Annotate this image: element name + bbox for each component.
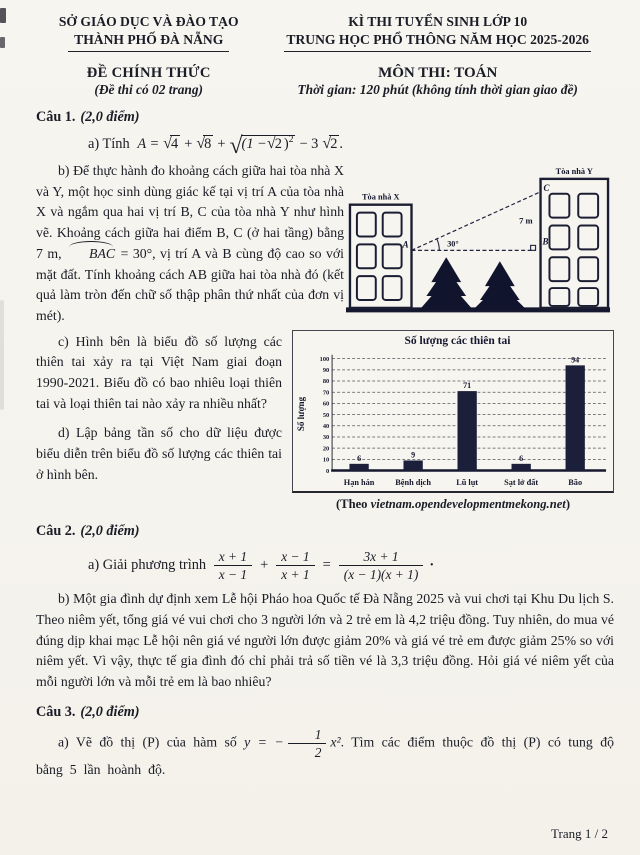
svg-text:94: 94	[571, 355, 580, 365]
svg-text:10: 10	[322, 456, 330, 464]
svg-text:60: 60	[322, 400, 330, 408]
one-half-num: 1	[288, 727, 327, 744]
pages-note: (Đề thi có 02 trang)	[94, 81, 203, 97]
svg-text:100: 100	[319, 355, 330, 363]
fraction-2-den: x + 1	[281, 567, 310, 583]
right-angle-marker	[531, 245, 536, 250]
svg-text:20: 20	[322, 444, 330, 452]
page-number: Trang 1 / 2	[551, 826, 608, 841]
fraction-2-num: x − 1	[276, 549, 314, 566]
disaster-chart-plot	[307, 349, 608, 490]
tree-icon	[473, 261, 527, 310]
svg-text:90: 90	[322, 366, 330, 374]
period: .	[339, 135, 344, 152]
radicand-3: 2	[330, 135, 338, 152]
chart-title: Số lượng các thiên tai	[404, 334, 511, 347]
cau3a-suffix: . Tìm các điểm thuộc đồ thị (P) có	[340, 734, 569, 750]
cau1b-text-2: = 30°, vị trí A và B cùng độ cao so với mặt đất. Tính khoảng cách AB giữa hai tòa nhà đó (kết quả làm tròn đến chữ số thập phân thứ nhất của đơn vị mét).	[36, 245, 344, 323]
building-x-label: Tòa nhà X	[361, 192, 400, 202]
minus-op: − 3	[299, 135, 319, 152]
caption-url: vietnam.opendevelopmentmekong.net	[370, 497, 566, 512]
svg-text:70: 70	[322, 388, 330, 396]
radicand-2: 8	[204, 135, 212, 152]
angle-value-label: 30°	[447, 239, 459, 249]
cau2-label: Câu 2.	[36, 523, 76, 540]
fraction-3-den: (x − 1)(x + 1)	[343, 567, 419, 583]
point-c-label: C	[543, 182, 550, 193]
cau3a-line2: tung độ bằng 5 lần hoành độ.	[36, 734, 615, 777]
caption-prefix: (Theo	[335, 497, 371, 512]
fraction-1-den: x − 1	[218, 567, 248, 583]
fraction-2	[276, 549, 314, 582]
cau1cd-text-col	[36, 330, 282, 513]
equals-op: =	[322, 557, 331, 574]
cau1b-text-1: b) Để thực hành đo khoảng cách giữa hai tòa nhà X và Y, một học sinh dùng giác kế tại vị trí A của tòa nhà X và ngắm qua hai vị trí B, C của tòa nhà Y như hình vẽ. Khoảng cách giữa hai điểm B, C (ở hai tầng) bằng 7 m,	[36, 163, 344, 261]
chart-source-caption	[292, 497, 614, 512]
cau1c-paragraph: c) Hình bên là biểu đồ số lượng các thiên tai xảy ra tại Việt Nam giai đoạn 1990-2021. Biểu đồ có bao nhiêu loại thiên tai và loại thiên tai nào xảy ra nhiều nhất?	[36, 333, 282, 411]
plus-op: +	[260, 557, 269, 574]
svg-text:40: 40	[322, 422, 330, 430]
fraction-1-num: x + 1	[214, 549, 252, 566]
scan-artifact	[0, 8, 6, 23]
svg-text:Sạt lở đất: Sạt lở đất	[504, 477, 539, 487]
department-line2-wrap	[36, 31, 261, 52]
header-exam-block	[261, 13, 614, 98]
official-exam-label: ĐỀ CHÍNH THỨC	[86, 64, 211, 81]
svg-text:71: 71	[463, 380, 472, 390]
one-half-den: 2	[314, 744, 322, 760]
caption-suffix: )	[565, 497, 571, 512]
svg-text:Lũ lụt: Lũ lụt	[456, 477, 479, 487]
exam-title-line1: KÌ THI TUYỂN SINH LỚP 10	[348, 14, 528, 29]
big-open: (1 −	[241, 135, 267, 152]
duration-line: Thời gian: 120 phút (không tính thời gian giao đề)	[297, 81, 578, 97]
svg-text:9: 9	[411, 450, 416, 460]
sqrt-term-3	[322, 135, 339, 153]
exam-title-line2-wrap	[261, 31, 614, 52]
cau1b-paragraph	[36, 161, 344, 327]
cau1-points: (2,0 điểm)	[80, 108, 140, 125]
radical-sign: √	[163, 134, 172, 152]
cau1cd-row	[36, 330, 614, 513]
svg-text:0: 0	[326, 467, 330, 475]
plus-op: +	[184, 135, 193, 152]
svg-text:Bệnh dịch: Bệnh dịch	[395, 477, 431, 487]
cau3a-prefix: a) Vẽ đồ thị (P) của hàm số	[58, 734, 237, 750]
buildings-figure	[344, 159, 614, 327]
cau3-points: (2,0 điểm)	[80, 703, 140, 720]
cau1b-row	[36, 159, 614, 327]
scan-artifact	[0, 300, 4, 410]
sqrt-term-inner	[267, 135, 284, 153]
svg-text:80: 80	[322, 377, 330, 385]
svg-text:6: 6	[519, 453, 524, 463]
radical-sign: √	[229, 132, 243, 159]
chart-y-axis-label: Số lượng	[296, 396, 306, 431]
svg-text:30: 30	[322, 433, 330, 441]
cau1a-lhs: A =	[137, 135, 160, 152]
point-b-label: B	[542, 236, 549, 247]
angle-bac: BAC	[66, 244, 116, 265]
sqrt-term-1	[163, 135, 180, 153]
radical-sign: √	[322, 134, 332, 152]
cau3-heading	[36, 704, 614, 721]
sqrt-term-big	[229, 132, 296, 159]
disaster-bar-chart	[292, 330, 614, 494]
header-department-block	[36, 13, 261, 98]
end-dot: ·	[429, 557, 435, 574]
angle-arc	[437, 239, 439, 251]
cau1-label: Câu 1.	[36, 108, 76, 125]
cau2-heading	[36, 523, 614, 540]
building-y-label: Tòa nhà Y	[555, 166, 593, 176]
big-exponent: 2	[288, 135, 294, 146]
radical-sign: √	[196, 134, 206, 152]
cau2a-formula	[36, 549, 614, 582]
scan-artifact	[0, 37, 5, 48]
cau3-label: Câu 3.	[36, 703, 76, 720]
svg-text:Bão: Bão	[568, 477, 583, 487]
plus-op: +	[217, 135, 226, 152]
cau2b-paragraph: b) Một gia đình dự định xem Lễ hội Pháo hoa Quốc tế Đà Nẵng 2025 và vui chơi tại Khu Du lịch S. Theo niêm yết, tổng giá vé vui chơi cho 3 người lớn và 2 trẻ em là 4,2 triệu đồng. Tuy nhiên, do mua vé đúng dịp khai mạc Lễ hội nên giá vé người lớn được giảm 20% và giá vé trẻ em được giảm 25% so với niêm yết. Vì vậy, thực tế gia đình đó chỉ phải trả số tiền vé là 3,3 triệu đồng. Hỏi giá vé niêm yết của mỗi người lớn và mỗi trẻ em là bao nhiêu?	[36, 591, 614, 690]
svg-text:6: 6	[357, 453, 362, 463]
department-line1: SỞ GIÁO DỤC VÀ ĐÀO TẠO	[58, 14, 239, 29]
sqrt-term-2	[196, 135, 213, 153]
subject-line: MÔN THI: TOÁN	[378, 64, 498, 81]
fraction-1	[214, 549, 252, 582]
exam-header	[36, 13, 614, 98]
department-line2: THÀNH PHỐ ĐÀ NẴNG	[68, 31, 229, 52]
radical-sign: √	[266, 134, 276, 152]
cau1d-paragraph: d) Lập bảng tần số cho dữ liệu được biểu diễn trên biểu đồ số lượng các thiên tai ở hình bên.	[36, 425, 282, 482]
one-half-fraction	[288, 727, 327, 760]
cau3a-eq-lhs: y = −	[244, 734, 284, 750]
cau1a-prefix: a) Tính	[88, 135, 130, 152]
cau3a-paragraph	[36, 727, 614, 781]
svg-text:Hạn hán: Hạn hán	[343, 477, 375, 487]
radicand-inner: 2	[274, 135, 282, 152]
svg-text:50: 50	[322, 411, 330, 419]
exam-title-line2: TRUNG HỌC PHỔ THÔNG NĂM HỌC 2025-2026	[284, 31, 591, 52]
cau2a-prefix: a) Giải phương trình	[88, 557, 207, 574]
fraction-3	[339, 549, 424, 582]
cau1a-formula	[36, 132, 614, 159]
fraction-3-num: 3x + 1	[339, 549, 424, 566]
point-a-label: A	[402, 239, 409, 250]
distance-label: 7 m	[519, 215, 533, 226]
radicand-big	[241, 135, 296, 152]
tree-icon	[419, 257, 473, 310]
big-close: )	[283, 135, 289, 152]
cau2-points: (2,0 điểm)	[80, 523, 140, 540]
cau1-heading	[36, 109, 614, 126]
chart-column	[292, 330, 614, 513]
radicand-1: 4	[171, 135, 179, 152]
buildings-figure-svg	[344, 163, 614, 322]
cau3a-x-squared: x²	[330, 734, 341, 750]
